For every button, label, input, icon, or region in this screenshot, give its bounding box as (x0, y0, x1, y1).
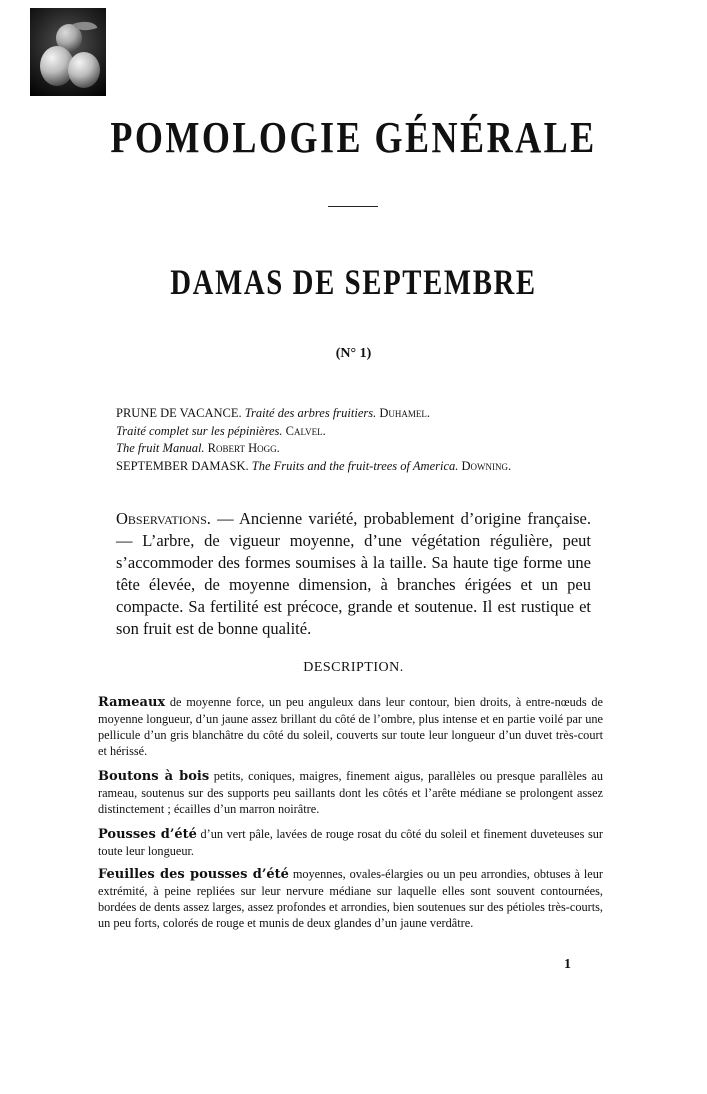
variety-number: (N° 1) (335, 346, 372, 361)
description-paragraph: Pousses d’été d’un vert pâle, lavées de rouge rosat du côté du soleil et finement duveteuses sur toute leur longueur. (98, 827, 603, 858)
references-list (116, 405, 511, 475)
term: Boutons à bois (98, 769, 210, 784)
term: Feuilles des pousses d’été (98, 867, 289, 882)
term: Rameaux (98, 695, 166, 710)
description-paragraph: Boutons à bois petits, coniques, maigres, finement aigus, parallèles ou presque parallèles au rameau, soutenus sur des supports peu saillants dont les côtés et l’arête médiane se prolongent assez distinctement ; écailles d’un marron noirâtre. (98, 769, 603, 816)
term: Pousses d’été (98, 827, 197, 842)
reference-line: SEPTEMBER DAMASK. The Fruits and the fruit-trees of America. Downing. (116, 458, 512, 473)
observations-label: Observations. (116, 509, 211, 528)
reference-line: PRUNE DE VACANCE. Traité des arbres fruitiers. Duhamel. (116, 406, 431, 420)
fruit-illustration (30, 8, 106, 96)
description-paragraph: Feuilles des pousses d’été moyennes, ovales-élargies ou un peu arrondies, obtuses à leur extrémité, à peine repliées sur leur nervure médiane sur laquelle elles sont souvent contournées, bordées de dents assez larges, assez profondes et arrondies, bien soutenues sur des pétioles très-courts, un peu forts, colorés de rouge et munis de deux glandes d’un jaune verdâtre. (98, 867, 603, 930)
reference-line: Traité complet sur les pépinières. Calvel. (116, 423, 326, 438)
description-heading: DESCRIPTION. (303, 660, 404, 675)
reference-line: The fruit Manual. Robert Hogg. (116, 441, 280, 455)
page-number: 1 (564, 957, 571, 972)
title-divider (328, 206, 378, 207)
page-title: POMOLOGIE GÉNÉRALE (110, 113, 597, 162)
variety-title: DAMAS DE SEPTEMBRE (170, 262, 537, 302)
observations-paragraph: Observations. — Ancienne variété, probablement d’origine française. — L’arbre, de vigueur moyenne, d’une végétation régulière, peut s’accommoder des formes soumises à la taille. Sa haute tige forme une tête élevée, de moyenne dimension, à branches érigées et un peu compacte. Sa fertilité est précoce, grande et soutenue. Il est rustique et son fruit est de bonne qualité. (116, 509, 591, 638)
description-paragraph: Rameaux de moyenne force, un peu anguleux dans leur contour, bien droits, à entre-nœuds de moyenne longueur, d’un jaune assez brillant du côté de l’ombre, plus intense et en partie voilé par une pellicule d’un gris blanchâtre du côté du soleil, couverts sur toute leur longueur d’un duvet très-court et hérissé. (98, 695, 603, 758)
